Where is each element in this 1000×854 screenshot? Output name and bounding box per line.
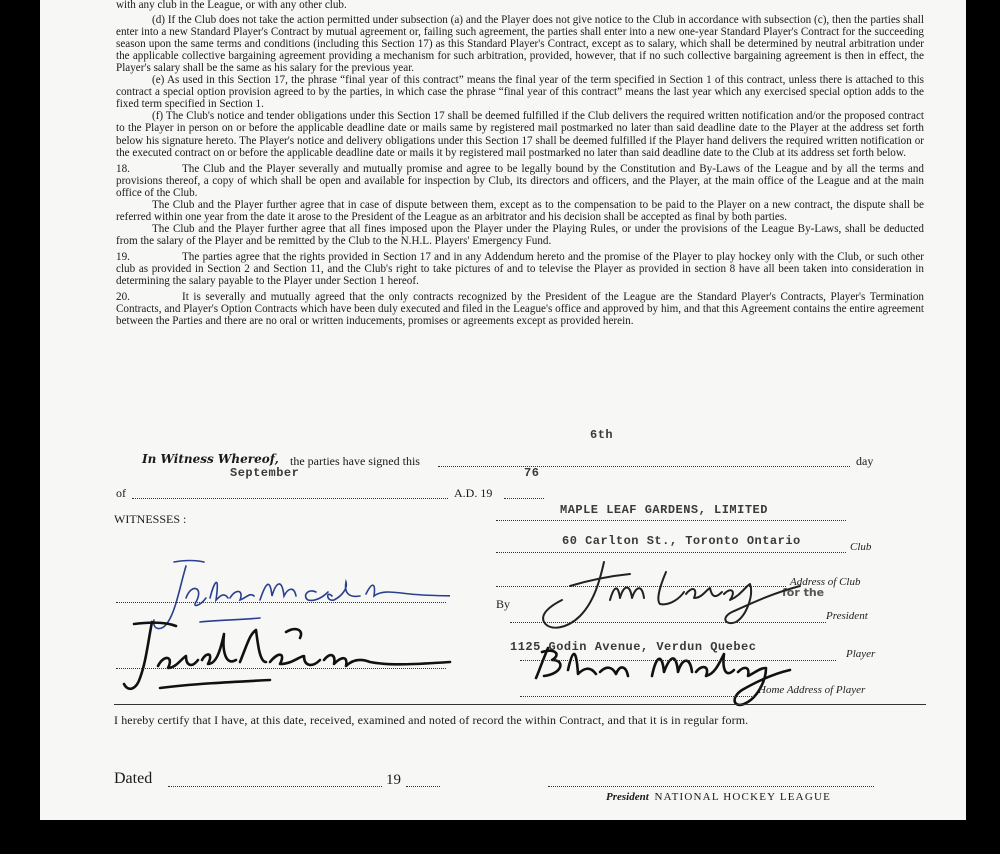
club-address-dotted-line [496, 552, 846, 553]
witnesses-label: WITNESSES : [114, 512, 187, 526]
section-19-number: 19. [116, 250, 130, 263]
typed-month-value: September [230, 466, 300, 480]
section-18 [116, 163, 924, 199]
section-19-text: The parties agree that the rights provided in Section 17 and in any Addendum hereto and the promise of the Player to play hockey only with the Club, or such other club as provided in Section 2 and Section 11, and the Club's right to take pictures of and to televise the Player as provided in section 8 have all been taken into consideration in determining the salary payable to the Player under Section 1 hereof. [116, 250, 924, 288]
witness-2-signature [90, 612, 460, 702]
player-address-dotted-line [520, 696, 756, 697]
address-of-club-label: Address of Club [790, 576, 861, 588]
dated-year-dotted-line [406, 786, 440, 787]
president-dotted-line [510, 622, 826, 623]
president-label: President [826, 610, 868, 622]
dated-year-prefix: 19 [386, 772, 401, 788]
dated-dotted-line [168, 786, 382, 787]
section-18-paragraph-b: The Club and the Player further agree that in case of dispute between them, except as to the compensation to be paid to the Player on a new contract, the dispute shall be referred within one year from the date it arose to the President of the League as an arbitrator and his decision shall be accepted as final by both parties. [116, 198, 924, 223]
player-signature-dotted-line [520, 660, 836, 661]
section-19 [116, 251, 924, 287]
dated-label: Dated [114, 770, 153, 787]
player-label: Player [846, 648, 876, 660]
by-label: By [496, 597, 511, 611]
paragraph-17d-lead: (d) [152, 14, 165, 27]
day-label: day [856, 454, 874, 468]
section-18-text-a: The Club and the Player severally and mutually promise and agree to be legally bound by the Constitution and By-Laws of the League and by all the terms and provisions thereof, a copy of which shall be open and available for inspection by Club, its directors and officers, and the Player, at the main office of the League and at the main office of the Club. [116, 162, 924, 199]
for-the-label: for the [782, 586, 825, 599]
text-line-top: with any club in the League, or with any other club. [116, 0, 347, 11]
contract-page [40, 0, 966, 820]
nhl-president-signature-line [548, 786, 874, 787]
nhl-organization-name: NATIONAL HOCKEY LEAGUE [654, 791, 832, 803]
month-dotted-line [132, 498, 448, 499]
typed-day-value: 6th [590, 428, 614, 442]
player-home-address-typed: 1125 Godin Avenue, Verdun Quebec [510, 640, 757, 654]
club-name-dotted-line [496, 520, 846, 521]
year-dotted-line [504, 498, 544, 499]
paragraph-17f-text: The Club's notice and tender obligations under this Section 17 shall be deemed fulfilled if the Club delivers the required written notification and/or the proposed contract to the Player in person on or before the applicable deadline date or mails same by registered mail postmarked no later than said deadline date to the Player at the address set forth below his signature hereto. The Player's notice and delivery obligations under this Section 17 shall be deemed fulfilled if the Player hand delivers the required written notification or the executed contract on or before the applicable deadline date or mails it by registered mail postmarked no later than said deadline date to the Club at its address set forth below. [116, 110, 924, 159]
divider-line [114, 704, 926, 705]
club-name-typed: MAPLE LEAF GARDENS, LIMITED [560, 503, 768, 517]
section-20-number: 20. [116, 291, 130, 304]
paragraph-17d [116, 14, 924, 74]
paragraph-17e-text: As used in this Section 17, the phrase “final year of this contract” means the final year of the term specified in Section 1 of this contract, unless there is attached to this contract a special option provision agreed to by the parties, in which case the phrase “final year of this contract” means the last year which any exercised special option adds to the fixed term specified in Section 1. [116, 74, 924, 111]
witness-2-dotted-line [116, 668, 446, 669]
ad-year-label: A.D. 19 [454, 486, 493, 500]
paragraph-17d-text: If the Club does not take the action permitted under subsection (a) and the Player does not give notice to the Club in accordance with subsection (c), then the parties shall enter into a new Standard Player's Contract by mutual agreement or, failing such agreement, the parties shall enter into a new one-year Standard Player's Contract for the succeeding season upon the same terms and conditions (including this Section 17) as this Standard Player's Contract, except as to salary, which shall be determined by neutral arbitration under the applicable collective bargaining agreement providing a mechanism for such arbitration, provided, however, that if no such collective bargaining agreement is then in effect, the Player's salary shall be the same as his salary for the previous year. [116, 14, 924, 75]
section-20-text: It is severally and mutually agreed that the only contracts recognized by the President of the League are the Standard Player's Contracts, Player's Termination Contracts, and Player's Option Contracts which have been duly executed and filed in the League's office and approved by him, and that this Agreement contains the entire agreement between the Parties and there are no oral or written inducements, promises or agreements except as provided herein. [116, 291, 924, 328]
typed-year-value: 76 [524, 466, 540, 480]
contract-body [116, 0, 924, 327]
nhl-president-label [606, 791, 831, 803]
section-18-number: 18. [116, 162, 130, 175]
witness-1-dotted-line [116, 602, 446, 603]
of-label: of [116, 486, 126, 500]
club-label: Club [850, 541, 872, 553]
home-address-label: Home Address of Player [758, 684, 866, 696]
club-address-typed: 60 Carlton St., Toronto Ontario [562, 534, 801, 548]
nhl-president-italic: President [606, 791, 649, 803]
day-dotted-line [438, 466, 850, 467]
witness-whereof-lead: In Witness Whereof, [142, 452, 279, 466]
section-20 [116, 291, 924, 327]
witness-whereof-text: the parties have signed this [290, 454, 420, 468]
paragraph-17e-lead: (e) [152, 74, 165, 87]
paragraph-17f [116, 110, 924, 158]
certification-text: I hereby certify that I have, at this date, received, examined and noted of record the within Contract, and that it is in regular form. [114, 713, 749, 727]
paragraph-17f-lead: (f) [152, 110, 164, 123]
section-18-paragraph-c: The Club and the Player further agree that all fines imposed upon the Player under the Playing Rules, or under the provisions of the League By-Laws, shall be deducted from the salary of the Player and be remitted by the Club to the N.H.L. Players' Emergency Fund. [116, 222, 924, 247]
player-signature [520, 626, 800, 714]
paragraph-17e [116, 74, 924, 110]
